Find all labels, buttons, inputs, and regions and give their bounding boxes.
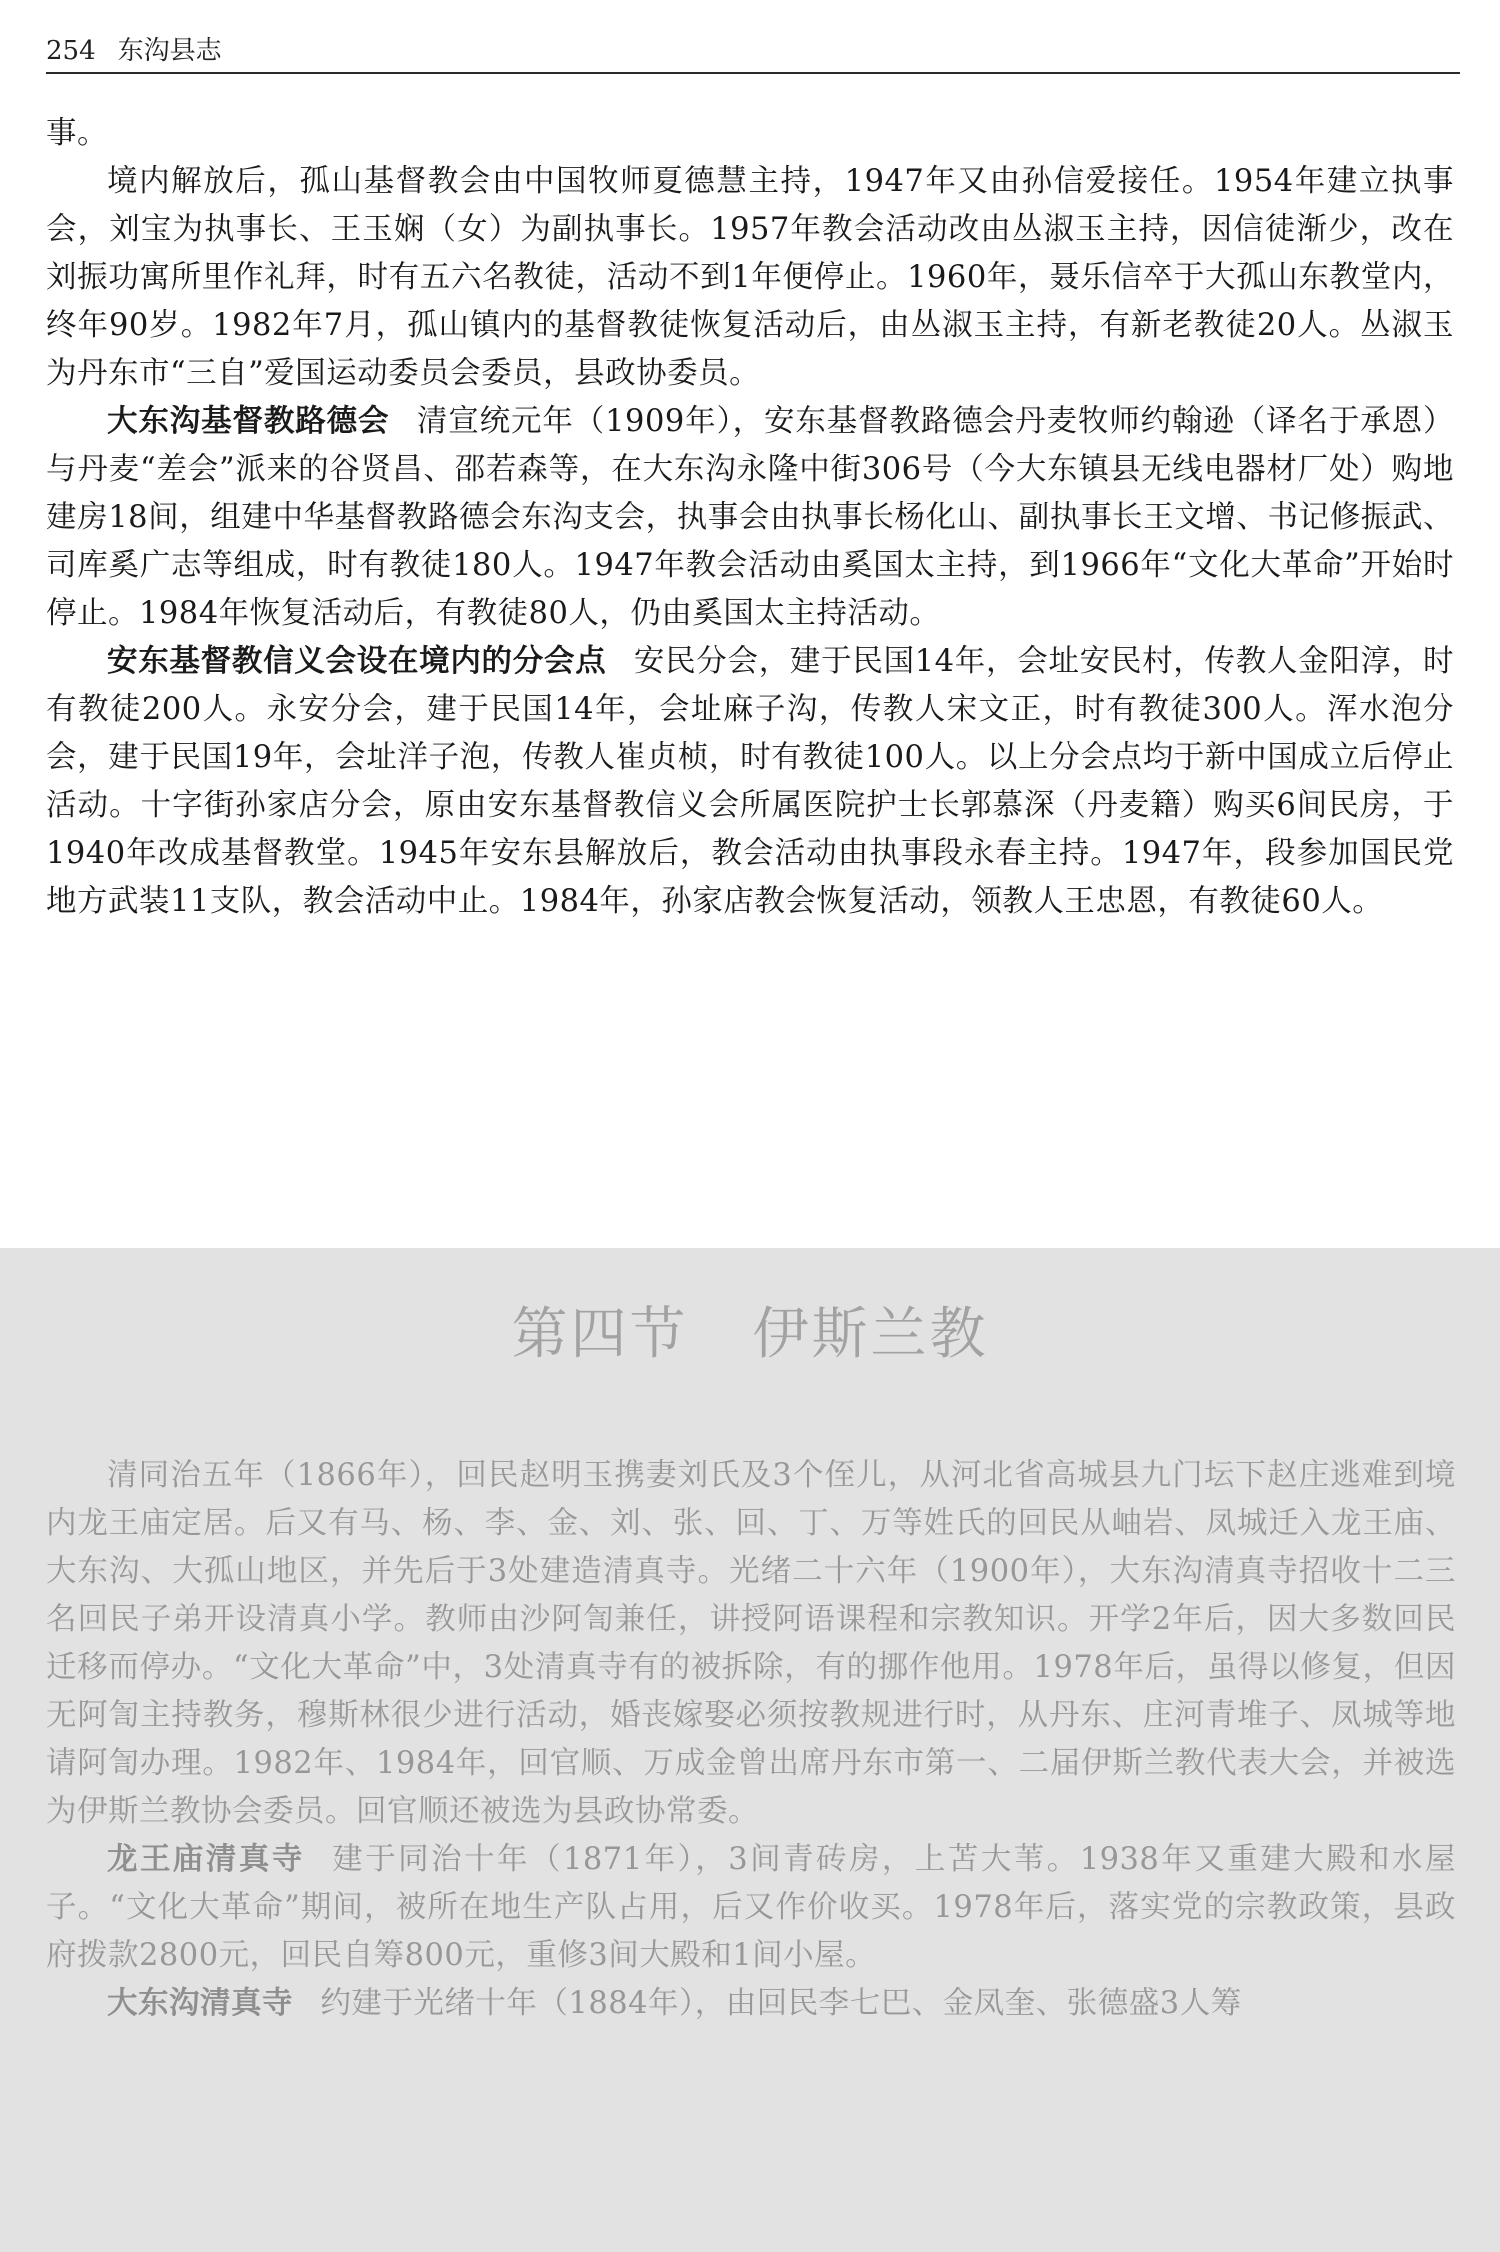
paragraph-islam-history: 清同治五年（1866年），回民赵明玉携妻刘氏及3个侄儿，从河北省高城县九门坛下赵庄逃难到境内龙王庙定居。后又有马、杨、李、金、刘、张、回、丁、万等姓氏的回民从岫岩、凤城迁入龙王庙、大东沟、大孤山地区，并先后于3处建造清真寺。光绪二十六年（1900年），大东沟清真寺招收十二三名回民子弟开设清真小学。教师由沙阿訇兼任，讲授阿语课程和宗教知识。开学2年后，因大多数回民迁移而停办。“文化大革命”中，3处清真寺有的被拆除，有的挪作他用。1978年后，虽得以修复，但因无阿訇主持教务，穆斯林很少进行活动，婚丧嫁娶必须按教规进行时，从丹东、庄河青堆子、凤城等地请阿訇办理。1982年、1984年，回官顺、万成金曾出席丹东市第一、二届伊斯兰教代表大会，并被选为伊斯兰教协会委员。回官顺还被选为县政协常委。 [46, 1458, 1456, 1829]
paragraph-heading: 大东沟清真寺 [107, 1986, 293, 2021]
paragraph-heading: 大东沟基督教路德会 [107, 404, 390, 439]
page-number: 254 [46, 36, 96, 66]
christianity-section-body [46, 110, 1454, 926]
section-name: 伊斯兰教 [752, 1302, 989, 1367]
paragraph-text: 约建于光绪十年（1884年），由回民李七巴、金凤奎、张德盛3人筹 [320, 1986, 1242, 2021]
paragraph-heading: 安东基督教信义会设在境内的分会点 [107, 644, 607, 679]
paragraph-continuation: 事。 [46, 116, 108, 151]
paragraph-text: 清宣统元年（1909年），安东基督教路德会丹麦牧师约翰逊（译名于承恩）与丹麦“差会”派来的谷贤昌、邵若森等，在大东沟永隆中街306号（今大东镇县无线电器材厂处）购地建房18间，组建中华基督教路德会东沟支会，执事会由执事长杨化山、副执事长王文增、书记修振武、司库奚广志等组成，时有教徒180人。1947年教会活动由奚国太主持，到1966年“文化大革命”开始时停止。1984年恢复活动后，有教徒80人，仍由奚国太主持活动。 [46, 404, 1454, 631]
section-number: 第四节 [511, 1302, 689, 1367]
paragraph-longwangmiao-mosque [46, 1836, 1456, 1980]
paragraph-dadonggou-mosque [46, 1980, 1456, 2028]
paragraph-gushan-church: 境内解放后，孤山基督教会由中国牧师夏德慧主持，1947年又由孙信爱接任。1954年建立执事会，刘宝为执事长、王玉娴（女）为副执事长。1957年教会活动改由丛淑玉主持，因信徒渐少，改在刘振功寓所里作礼拜，时有五六名教徒，活动不到1年便停止。1960年，聂乐信卒于大孤山东教堂内，终年90岁。1982年7月，孤山镇内的基督教徒恢复活动后，由丛淑玉主持，有新老教徒20人。丛淑玉为丹东市“三自”爱国运动委员会委员，县政协委员。 [46, 164, 1454, 391]
running-header [46, 26, 1460, 66]
paragraph-xinyi-branches [46, 638, 1454, 926]
paragraph-text: 建于同治十年（1871年），3间青砖房，上苫大苇。1938年又重建大殿和水屋子。“文化大革命”期间，被所在地生产队占用，后又作价收买。1978年后，落实党的宗教政策，县政府拨款2800元，回民自筹800元，重修3间大殿和1间小屋。 [46, 1842, 1457, 1973]
book-title: 东沟县志 [117, 36, 222, 66]
islam-section-body [46, 1452, 1456, 2028]
paragraph-text: 安民分会，建于民国14年，会址安民村，传教人金阳淳，时有教徒200人。永安分会，建于民国14年，会址麻子沟，传教人宋文正，时有教徒300人。浑水泡分会，建于民国19年，会址洋子泡，传教人崔贞桢，时有教徒100人。以上分会点均于新中国成立后停止活动。十字街孙家店分会，原由安东基督教信义会所属医院护士长郭慕深（丹麦籍）购买6间民房，于1940年改成基督教堂。1945年安东县解放后，教会活动由执事段永春主持。1947年，段参加国民党地方武装11支队，教会活动中止。1984年，孙家店教会恢复活动，领教人王忠恩，有教徒60人。 [46, 644, 1455, 919]
section-title [0, 1300, 1500, 1370]
paragraph-lutheran-church [46, 398, 1454, 638]
header-rule [46, 72, 1460, 74]
paragraph-heading: 龙王庙清真寺 [107, 1842, 305, 1877]
